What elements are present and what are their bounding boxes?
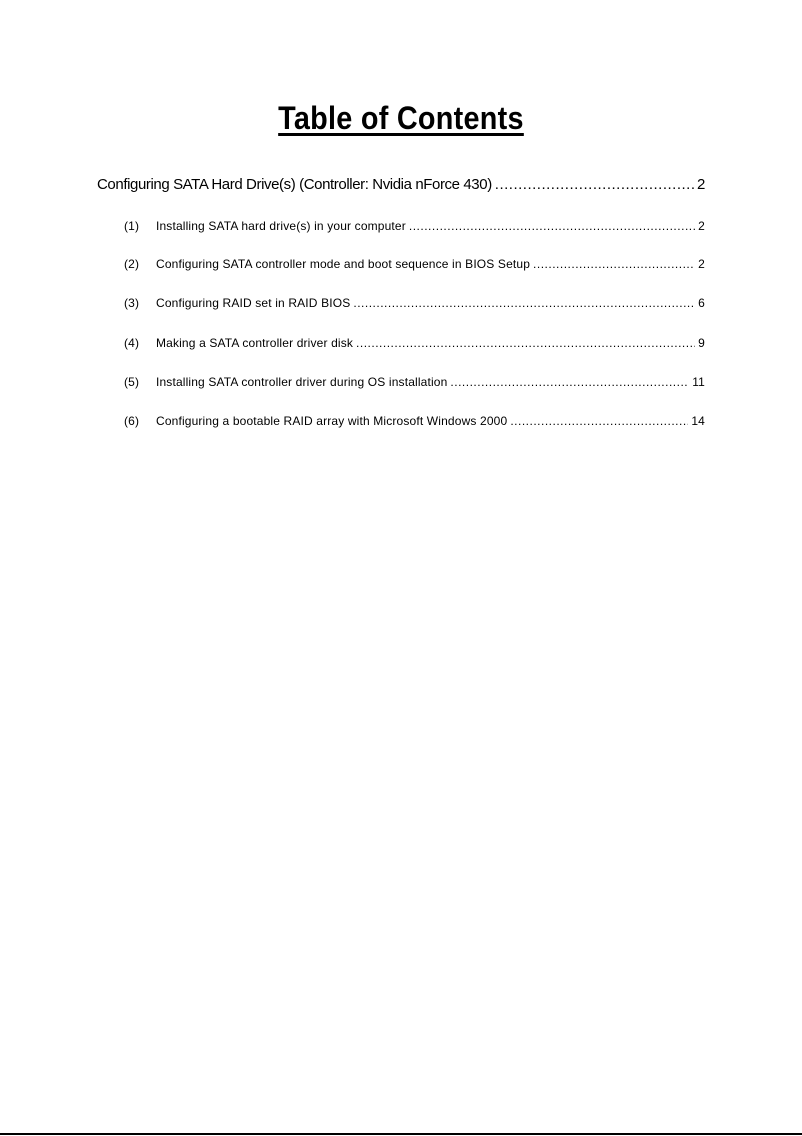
toc-leader-dots (533, 257, 695, 271)
toc-page-number: 2 (697, 176, 705, 193)
toc-entry-number: (1) (124, 219, 140, 233)
toc-leader-dots (409, 219, 695, 233)
toc-leader-dots (450, 375, 689, 389)
bottom-rule (0, 1133, 802, 1135)
toc-entry-label: Configuring RAID set in RAID BIOS (156, 296, 351, 310)
toc-entry-number: (2) (124, 257, 140, 271)
toc-page-number: 2 (698, 219, 705, 233)
toc-entry-number: (5) (124, 375, 140, 389)
toc-entry-label: Configuring SATA controller mode and boot sequence in BIOS Setup (156, 257, 531, 271)
toc-sub-entry[interactable] (124, 219, 705, 233)
toc-entry-label: Configuring a bootable RAID array with Microsoft Windows 2000 (156, 414, 508, 428)
toc-leader-dots (510, 414, 688, 428)
toc-page-number: 14 (691, 414, 705, 428)
toc-entry-number: (6) (124, 414, 140, 428)
toc-page-number: 6 (698, 296, 705, 310)
toc-sub-entry[interactable] (124, 257, 705, 271)
toc-entry-number: (3) (124, 296, 140, 310)
toc-entry-label: Making a SATA controller driver disk (156, 336, 354, 350)
toc-entry-number: (4) (124, 336, 140, 350)
toc-sub-entry[interactable] (124, 414, 705, 428)
toc-page-number: 9 (698, 336, 705, 350)
toc-main-entry[interactable] (97, 176, 705, 193)
toc-leader-dots (495, 176, 694, 193)
toc-sub-entry[interactable] (124, 375, 705, 389)
toc-leader-dots (353, 296, 695, 310)
page-title: Table of Contents (278, 100, 524, 136)
toc-sub-entry[interactable] (124, 296, 705, 310)
toc-leader-dots (356, 336, 695, 350)
toc-page-number: 11 (692, 375, 705, 389)
toc-entry-label: Installing SATA hard drive(s) in your computer (156, 219, 406, 233)
toc-page-number: 2 (698, 257, 705, 271)
toc-entry-label: Configuring SATA Hard Drive(s) (Controller: Nvidia nForce 430) (97, 176, 492, 193)
toc-sub-entry[interactable] (124, 336, 705, 350)
toc-entry-label: Installing SATA controller driver during OS installation (156, 375, 448, 389)
